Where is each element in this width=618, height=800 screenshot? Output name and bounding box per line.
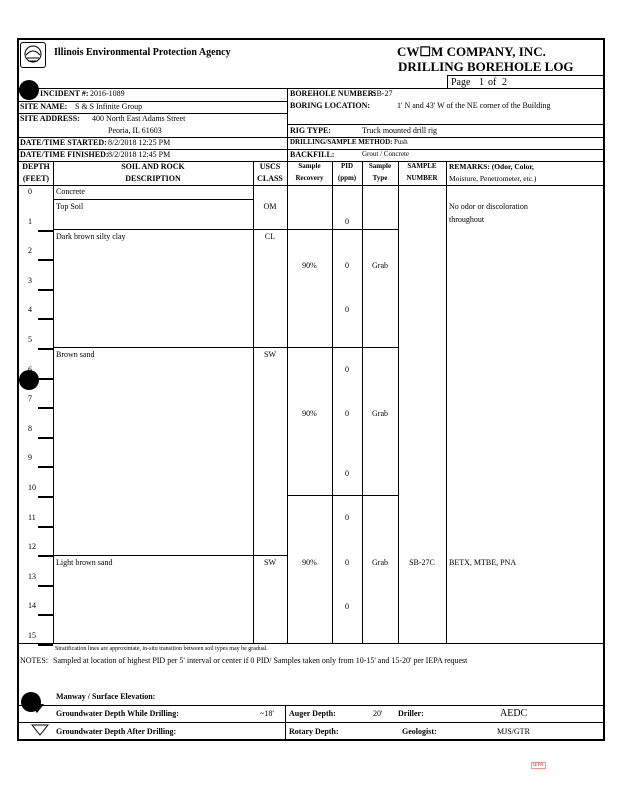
driller-label: Driller: <box>398 709 424 718</box>
col-description-2: DESCRIPTION <box>125 174 181 183</box>
sample-type: Grab <box>372 558 388 567</box>
location-label: BORING LOCATION: <box>290 101 371 110</box>
depth-label: 15 <box>28 631 36 640</box>
finished-label: DATE/TIME FINISHED: <box>20 150 109 159</box>
divider <box>287 124 605 125</box>
auger-value: 20' <box>373 709 383 718</box>
layer-boundary <box>53 199 253 200</box>
depth-label: 9 <box>28 453 32 463</box>
depth-label: 6 <box>28 364 32 374</box>
depth-label: 8 <box>28 423 32 433</box>
rig-value: Truck mounted drill rig <box>362 126 438 135</box>
depth-label: 14 <box>28 601 36 611</box>
borehole-label: BOREHOLE NUMBER: <box>290 89 377 98</box>
depth-tick <box>38 644 53 646</box>
manway-label: Manway / Surface Elevation: <box>56 692 156 701</box>
gw-while-value: ~18' <box>260 709 274 718</box>
address-line-2: Peoria, IL 61603 <box>108 126 162 135</box>
log-title: DRILLING BOREHOLE LOG <box>398 59 574 74</box>
pid-value: 0 <box>345 558 349 567</box>
depth-tick <box>38 526 53 528</box>
stratification-note: Stratification lines are approximate, in-situ transition between soil types may be gradual. <box>55 646 268 652</box>
page-box <box>447 75 604 89</box>
sample-type: Grab <box>372 409 388 418</box>
layer-uscs: CL <box>264 232 276 241</box>
depth-tick <box>38 614 53 616</box>
site-name-value: S & S Infinite Group <box>75 102 143 111</box>
border-right <box>603 38 605 740</box>
col-recovery: Sample <box>298 162 321 170</box>
depth-label: 0 <box>28 187 32 196</box>
stamp: IEPA <box>533 763 544 768</box>
depth-tick <box>38 466 53 468</box>
depth-tick <box>38 378 53 380</box>
column-line <box>446 161 447 643</box>
layer-boundary <box>53 347 398 348</box>
layer-uscs: SW <box>264 558 276 567</box>
punch-hole-icon <box>19 80 39 100</box>
depth-tick <box>38 555 53 557</box>
depth-label: 1 <box>28 216 32 226</box>
depth-tick <box>38 585 53 587</box>
col-remarks: REMARKS: (Odor, Color, <box>449 162 534 171</box>
location-value: 1' N and 43' W of the NE corner of the Building <box>397 101 551 110</box>
pid-value: 0 <box>345 217 349 226</box>
col-sample-number-2: NUMBER <box>406 174 438 182</box>
incident-value: 2016-1089 <box>90 89 125 98</box>
col-pid: PID <box>340 162 354 170</box>
address-line-1: 400 North East Adams Street <box>92 114 186 123</box>
col-depth: DEPTH <box>22 162 50 171</box>
page-label: Page <box>451 77 471 88</box>
driller-value: AEDC <box>500 708 528 719</box>
sample-boundary <box>287 495 398 496</box>
layer-uscs: OM <box>263 202 277 211</box>
col-description: SOIL AND ROCK <box>121 162 185 171</box>
divider <box>17 705 605 706</box>
depth-label: 11 <box>28 512 36 522</box>
col-depth-unit: (FEET) <box>22 174 50 183</box>
depth-label: 10 <box>28 483 36 492</box>
depth-label: 4 <box>28 305 32 315</box>
column-line <box>398 161 399 643</box>
notes-label: NOTES: <box>20 656 48 665</box>
depth-tick <box>38 407 53 409</box>
remark: BETX, MTBE, PNA <box>449 558 517 567</box>
backfill-value: Grout / Concrete <box>362 150 410 158</box>
page-of: of <box>488 77 497 88</box>
depth-label: 7 <box>28 394 32 404</box>
sample-number: SB-27C <box>409 558 435 567</box>
column-line <box>53 161 54 643</box>
sample-recovery: 90% <box>302 558 317 567</box>
remark: No odor or discoloration <box>449 202 528 211</box>
notes-text: Sampled at location of highest PID per 5' interval or center if 0 PID/ Samples taken only from 10-15' and 15-20' per IEPA request <box>53 656 468 665</box>
column-line <box>362 161 363 643</box>
pid-value: 0 <box>345 365 349 374</box>
auger-label: Auger Depth: <box>289 709 336 718</box>
depth-label: 2 <box>28 246 32 256</box>
sample-recovery: 90% <box>302 261 317 270</box>
divider <box>17 722 605 723</box>
depth-label: 3 <box>28 275 32 285</box>
divider <box>17 185 605 186</box>
depth-tick <box>38 496 53 498</box>
depth-label: 13 <box>28 571 36 581</box>
layer-uscs: SW <box>264 350 276 359</box>
geologist-label: Geologist: <box>402 727 437 736</box>
layer-description: Concrete <box>56 187 85 196</box>
border-top <box>17 38 605 40</box>
rotary-label: Rotary Depth: <box>289 727 339 736</box>
pid-value: 0 <box>345 305 349 314</box>
col-uscs-2: CLASS <box>257 174 283 183</box>
sample-type: Grab <box>372 261 388 270</box>
iepa-logo <box>20 42 46 68</box>
borehole-value: SB-27 <box>372 89 393 98</box>
col-sample-number: SAMPLE <box>407 162 437 170</box>
gw-while-label: Groundwater Depth While Drilling: <box>56 709 179 718</box>
gw-after-label: Groundwater Depth After Drilling: <box>56 727 177 736</box>
layer-description: Top Soil <box>56 202 84 211</box>
column-line <box>332 161 333 643</box>
started-label: DATE/TIME STARTED: <box>20 138 107 147</box>
pid-value: 0 <box>345 513 349 522</box>
border-bottom <box>17 739 605 741</box>
depth-tick <box>38 259 53 261</box>
pid-value: 0 <box>345 602 349 611</box>
layer-description: Brown sand <box>56 350 95 359</box>
method-value: Push <box>394 138 408 146</box>
page-total: 2 <box>502 77 507 88</box>
sample-recovery: 90% <box>302 409 317 418</box>
pid-value: 0 <box>345 409 349 418</box>
depth-label: 12 <box>28 542 36 552</box>
col-type-2: Type <box>372 174 388 182</box>
layer-boundary <box>53 555 287 556</box>
col-uscs: USCS <box>259 162 281 171</box>
layer-description: Light brown sand <box>56 558 113 567</box>
col-type: Sample <box>368 162 392 170</box>
pid-value: 0 <box>345 469 349 478</box>
depth-tick <box>38 437 53 439</box>
pid-value: 0 <box>345 261 349 270</box>
site-name-label: SITE NAME: <box>20 102 68 111</box>
depth-tick <box>38 348 53 350</box>
col-pid-2: (ppm) <box>337 174 357 182</box>
site-address-label: SITE ADDRESS: <box>20 114 80 123</box>
remark: throughout <box>449 215 485 224</box>
finished-value: 8/2/2018 12:45 PM <box>108 150 171 159</box>
depth-tick <box>38 289 53 291</box>
geologist-value: MJS/GTR <box>497 727 530 736</box>
started-value: 8/2/2018 12:25 PM <box>108 138 171 147</box>
depth-label: 5 <box>28 335 32 344</box>
agency-name: Illinois Environmental Protection Agency <box>54 47 231 58</box>
col-recovery-2: Recovery <box>295 174 324 182</box>
rig-label: RIG TYPE: <box>290 126 331 135</box>
divider <box>17 643 605 644</box>
backfill-label: BACKFILL: <box>290 150 335 159</box>
page-number: 1 <box>479 77 484 88</box>
layer-description: Dark brown silty clay <box>56 232 126 241</box>
column-line <box>287 161 288 643</box>
groundwater-triangle-open-icon <box>31 724 49 736</box>
incident-label: INCIDENT #: <box>40 89 89 98</box>
company-name: CW☐M COMPANY, INC. <box>397 44 546 59</box>
depth-tick <box>38 318 53 320</box>
layer-boundary <box>53 229 287 230</box>
depth-tick <box>38 230 53 232</box>
method-label: DRILLING/SAMPLE METHOD: <box>290 138 393 146</box>
border-left <box>17 38 19 740</box>
sample-boundary <box>287 229 398 230</box>
col-remarks-2: Moisture, Penetrometer, etc.) <box>449 174 537 183</box>
